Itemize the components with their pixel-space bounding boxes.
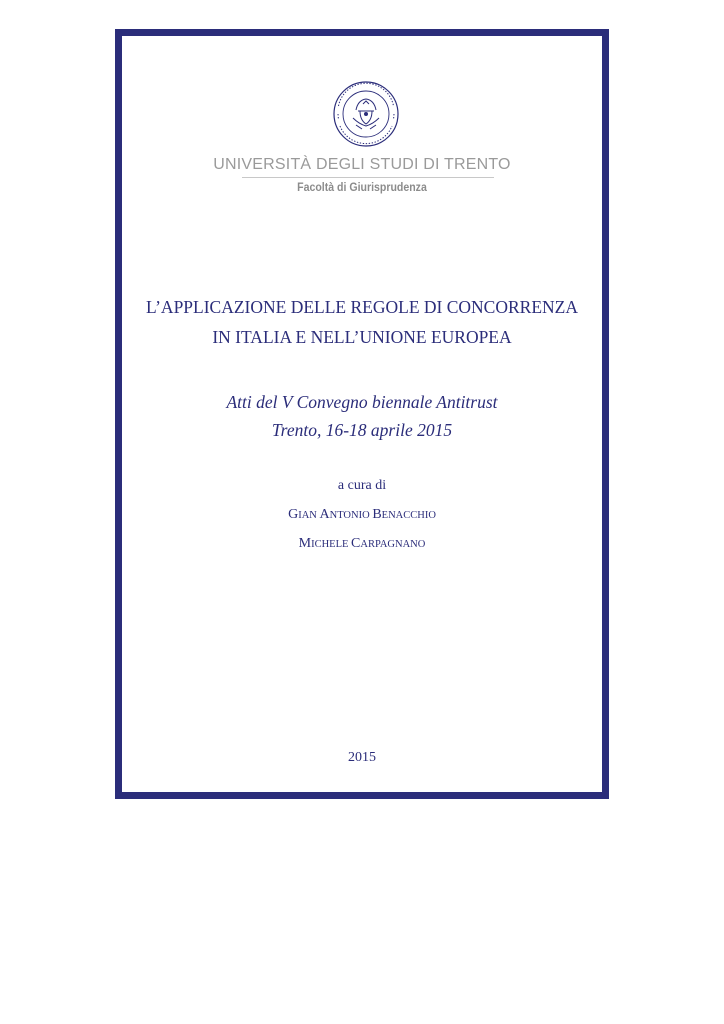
subtitle-line-1: Atti del V Convegno biennale Antitrust xyxy=(226,392,498,412)
book-title xyxy=(122,292,602,352)
editor-name xyxy=(122,507,602,523)
logo-divider xyxy=(242,177,494,178)
editor-initial: C xyxy=(351,536,361,551)
editor-name-part: IAN xyxy=(298,510,320,521)
curators-label: a cura di xyxy=(337,478,387,493)
university-seal-icon xyxy=(332,80,400,148)
book-subtitle xyxy=(122,388,602,444)
editor-initial: M xyxy=(298,536,312,551)
editor-name-part: NTONIO xyxy=(329,510,373,521)
title-line-1: L’APPLICAZIONE DELLE REGOLE DI CONCORRENZA xyxy=(146,297,578,317)
cover-frame xyxy=(115,29,609,799)
editor-name-part: ICHELE xyxy=(311,539,352,550)
publication-year: 2015 xyxy=(348,750,376,765)
editor-initial: A xyxy=(319,507,330,522)
editor-initial: G xyxy=(288,507,299,522)
editor-initial: B xyxy=(372,507,382,522)
faculty-name: Facoltà di Giurisprudenza xyxy=(297,180,427,194)
editor-name xyxy=(122,536,602,552)
editor-name-part: ARPAGNANO xyxy=(360,539,426,550)
university-name: UNIVERSITÀ DEGLI STUDI DI TRENTO xyxy=(213,156,511,173)
editor-name-part: ENACCHIO xyxy=(381,510,436,521)
subtitle-line-2: Trento, 16-18 aprile 2015 xyxy=(271,420,453,440)
title-line-2: IN ITALIA E NELL’UNIONE EUROPEA xyxy=(212,327,512,347)
